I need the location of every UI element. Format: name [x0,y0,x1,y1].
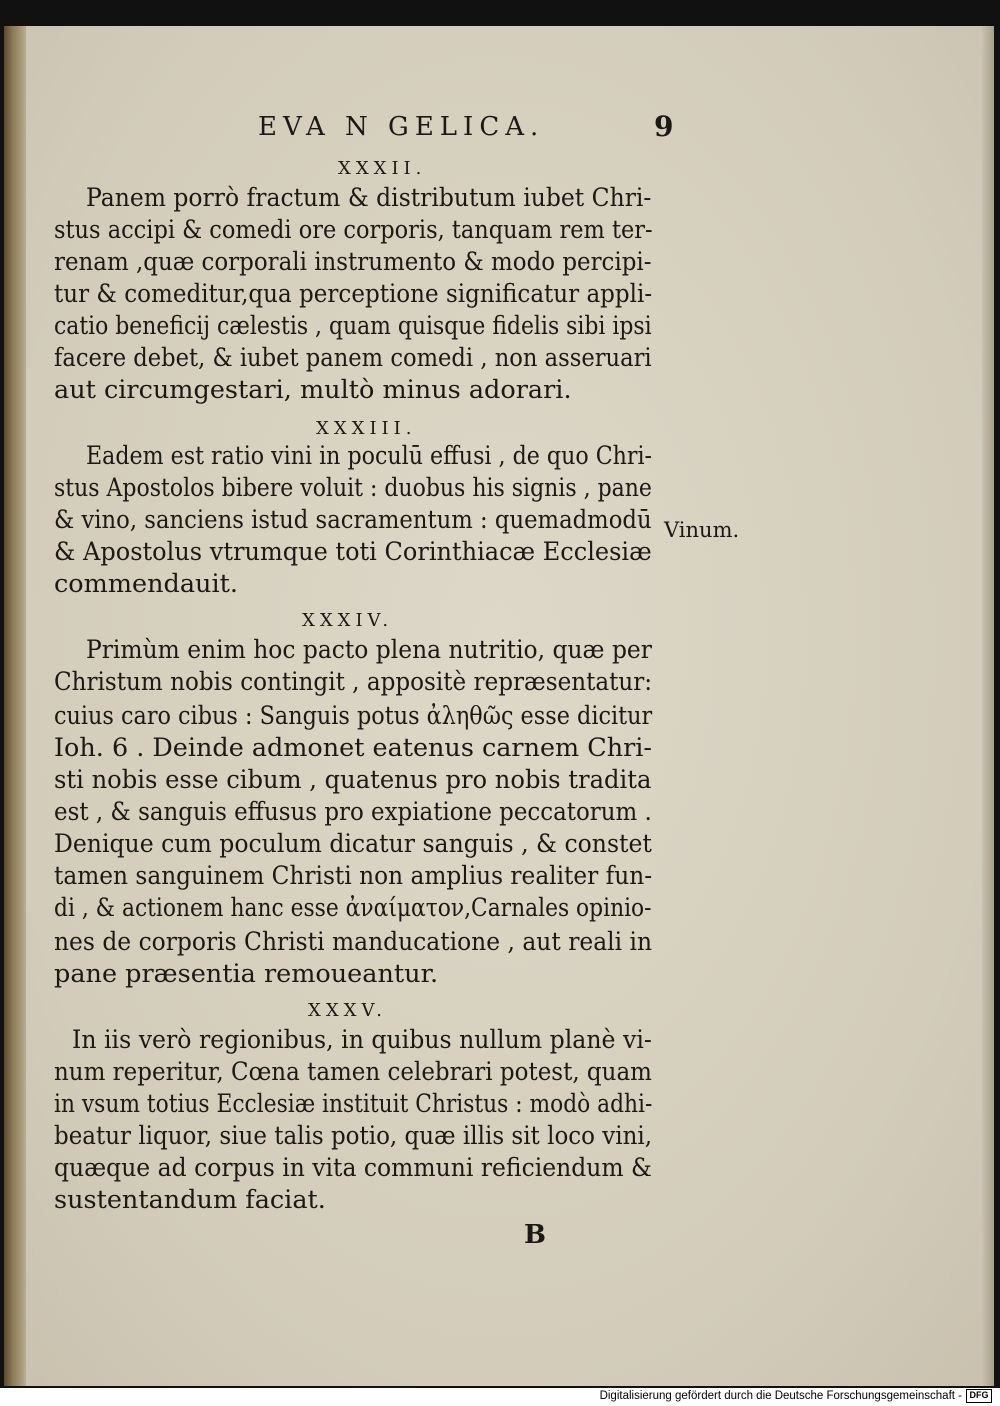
text-line: renam ,quæ corporali instrumento & modo percipi- [54,247,652,277]
text-line: stus accipi & comedi ore corporis, tanquam rem ter- [54,215,653,245]
text-line: stus Apostolos bibere voluit : duobus his signis , pane [54,473,652,503]
running-head: EVA N GELICA. [258,112,545,142]
text-line: pane præsentia remoueantur. [54,959,439,989]
footer-credit: Digitalisierung gefördert durch die Deutsche Forschungsgemeinschaft - [599,1390,962,1402]
section-numeral: XXXV. [308,1000,388,1021]
text-line: Primùm enim hoc pacto plena nutritio, quæ per [86,635,652,665]
text-line: est , & sanguis effusus pro expiatione peccatorum . [54,797,652,827]
text-line: Denique cum poculum dicatur sanguis , & constet [54,829,652,859]
dfg-logo-icon: DFG [966,1389,992,1403]
text-line: beatur liquor, siue talis potio, quæ illis sit loco vini, [54,1121,653,1151]
text-line: commendauit. [54,569,238,599]
text-line: aut circumgestari, multò minus adorari. [54,375,572,405]
page-right-edge [982,26,994,1386]
section-numeral: XXXII. [338,158,427,179]
text-line: in vsum totius Ecclesiæ instituit Christus : modò adhi- [54,1089,653,1119]
book-binding-edge [4,26,26,1386]
text-line: sti nobis esse cibum , quatenus pro nobis tradita [54,765,652,795]
text-line: Ioh. 6 . Deinde admonet eatenus carnem Chri- [54,733,653,763]
text-line: quæque ad corpus in vita communi reficiendum & [54,1153,652,1183]
marginal-note: Vinum. [664,518,740,542]
text-line: catio beneficij cælestis , quam quisque fidelis sibi ipsi [54,311,652,341]
text-line: & Apostolus vtrumque toti Corinthiacæ Ecclesiæ [54,537,652,567]
text-line: tur & comeditur,qua perceptione significatur appli- [54,279,653,309]
text-line: & vino, sanciens istud sacramentum : quemadmodū [54,505,652,535]
section-numeral: XXXIII. [316,418,417,439]
text-line: facere debet, & iubet panem comedi , non asseruari [54,343,652,373]
text-line: sustentandum faciat. [54,1185,326,1215]
text-line: cuius caro cibus : Sanguis potus ἀληθῶς esse dicitur [54,701,653,731]
text-line: In iis verò regionibus, in quibus nullum planè vi- [72,1025,652,1055]
signature-mark: B [524,1220,546,1250]
text-line: num reperitur, Cœna tamen celebrari potest, quam [54,1057,652,1087]
text-line: tamen sanguinem Christi non amplius realiter fun- [54,861,653,891]
section-numeral: XXXIV. [302,610,394,631]
text-line: Eadem est ratio vini in poculū effusi , de quo Chri- [86,441,653,471]
text-line: Panem porrò fractum & distributum iubet Chri- [86,183,652,213]
text-line: nes de corporis Christi manducatione , aut reali in [54,927,653,957]
text-line: Christum nobis contingit , appositè repræsentatur: [54,667,653,697]
page-number: 9 [654,110,674,143]
text-line: di , & actionem hanc esse ἀναίματον,Carnales opinio- [54,893,652,923]
